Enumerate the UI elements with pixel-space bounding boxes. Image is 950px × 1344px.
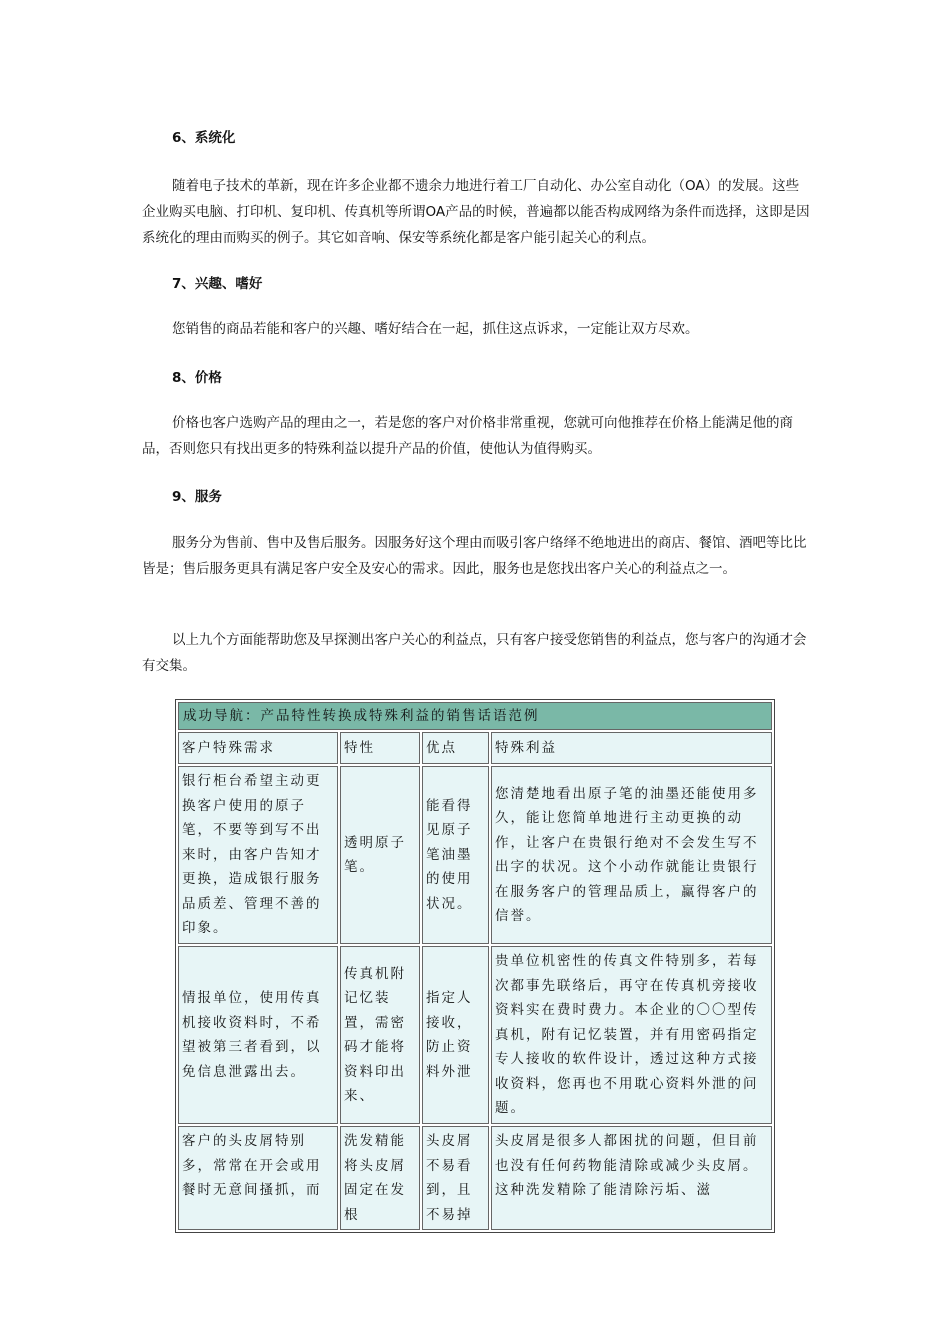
cell-feature: 传真机附记忆装置，需密码才能将资料印出来、: [340, 946, 420, 1124]
paragraph-7: 您销售的商品若能和客户的兴趣、嗜好结合在一起，抓住这点诉求，一定能让双方尽欢。: [172, 321, 699, 337]
cell-benefit: 头皮屑是很多人都困扰的问题，但目前也没有任何药物能清除或减少头皮屑。这种洗发精除了能清除污垢、滋: [491, 1126, 772, 1230]
cell-advantage: 头皮屑不易看到，且不易掉: [422, 1126, 489, 1230]
paragraph-9: 服务分为售前、售中及售后服务。因服务好这个理由而吸引客户络绎不绝地进出的商店、餐馆、酒吧等比比皆是；售后服务更具有满足客户安全及安心的需求。因此，服务也是您找出客户关心的利益点之一。: [142, 535, 807, 577]
heading-7: 7、兴趣、嗜好: [172, 276, 263, 292]
summary-paragraph: 以上九个方面能帮助您及早探测出客户关心的利益点，只有客户接受您销售的利益点，您与客户的沟通才会有交集。: [142, 632, 807, 674]
cell-advantage: 指定人接收，防止资料外泄: [422, 946, 489, 1124]
paragraph-8: 价格也客户选购产品的理由之一，若是您的客户对价格非常重视，您就可向他推荐在价格上能满足他的商品，否则您只有找出更多的特殊利益以提升产品的价值，使他认为值得购买。: [142, 415, 793, 457]
cell-feature: 洗发精能将头皮屑固定在发根: [340, 1126, 420, 1230]
sales-talk-table: [175, 699, 775, 1233]
heading-8: 8、价格: [172, 370, 222, 386]
header-advantage: 优点: [422, 732, 489, 764]
header-benefit: 特殊利益: [491, 732, 772, 764]
heading-9: 9、服务: [172, 489, 222, 505]
cell-benefit: 您清楚地看出原子笔的油墨还能使用多久，能让您简单地进行主动更换的动作，让客户在贵银行绝对不会发生写不出字的状况。这个小动作就能让贵银行在服务客户的管理品质上，赢得客户的信誉。: [491, 766, 772, 944]
table-row: [178, 766, 772, 944]
header-customer-need: 客户特殊需求: [178, 732, 338, 764]
heading-6: 6、系统化: [172, 130, 236, 146]
paragraph-6: 随着电子技术的革新，现在许多企业都不遗余力地进行着工厂自动化、办公室自动化（OA）的发展。这些企业购买电脑、打印机、复印机、传真机等所谓OA产品的时候，普遍都以能否构成网络为条件而选择，这即是因系统化的理由而购买的例子。其它如音响、保安等系统化都是客户能引起关心的利点。: [142, 178, 810, 246]
table-caption: 成功导航：产品特性转换成特殊利益的销售话语范例: [178, 702, 772, 730]
table-row: [178, 946, 772, 1124]
cell-benefit: 贵单位机密性的传真文件特别多，若每次都事先联络后，再守在传真机旁接收资料实在费时费力。本企业的〇〇型传真机，附有记忆装置，并有用密码指定专人接收的软件设计，透过这种方式接收资料，您再也不用耽心资料外泄的问题。: [491, 946, 772, 1124]
header-feature: 特性: [340, 732, 420, 764]
cell-advantage: 能看得见原子笔油墨的使用状况。: [422, 766, 489, 944]
cell-customer-need: 客户的头皮屑特别多，常常在开会或用餐时无意间搔抓，而: [178, 1126, 338, 1230]
table-row: [178, 1126, 772, 1230]
cell-customer-need: 情报单位，使用传真机接收资料时，不希望被第三者看到，以免信息泄露出去。: [178, 946, 338, 1124]
cell-feature: 透明原子笔。: [340, 766, 420, 944]
cell-customer-need: 银行柜台希望主动更换客户使用的原子笔，不要等到写不出来时，由客户告知才更换，造成银行服务品质差、管理不善的印象。: [178, 766, 338, 944]
